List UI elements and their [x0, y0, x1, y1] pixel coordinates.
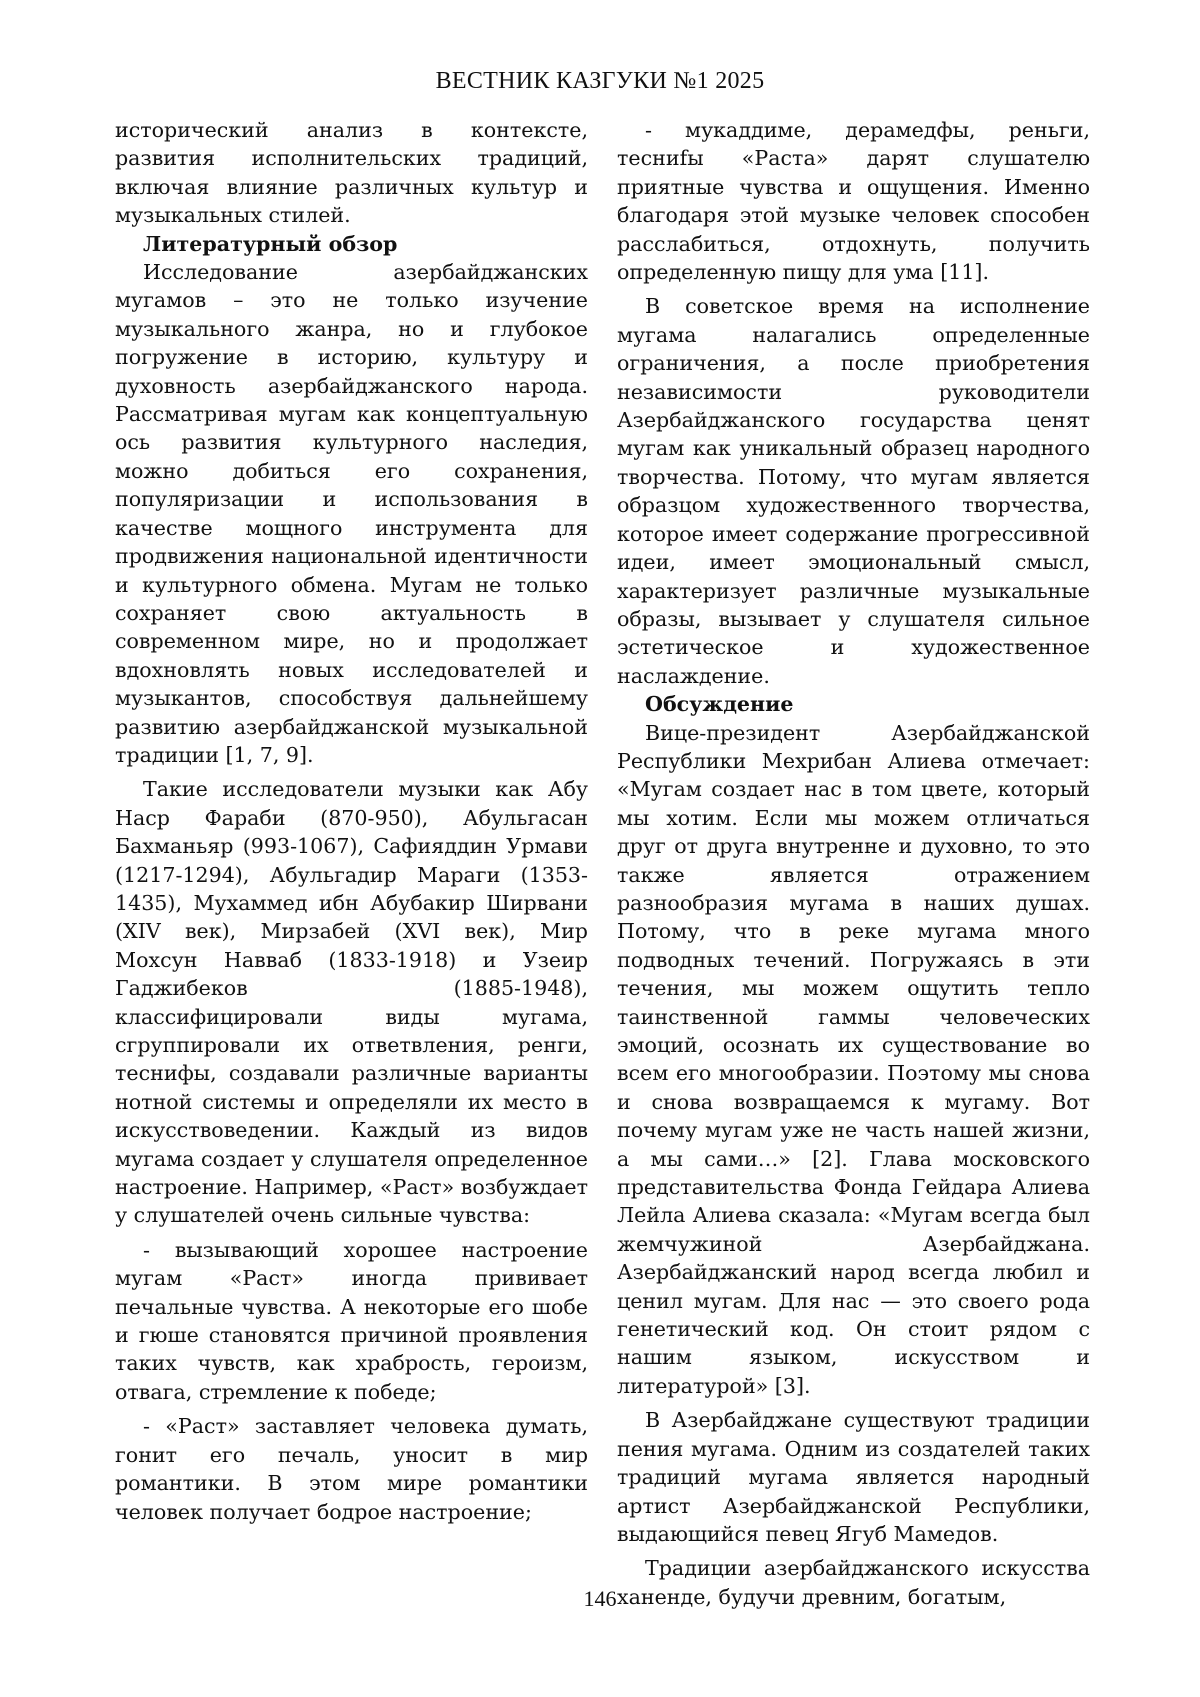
- right-column: [617, 116, 1090, 1611]
- review-paragraph: Исследование азербайджанских мугамов – это не только изучение музыкального жанра, но и глубокое погружение в историю, культуру и духовность азербайджанского народа. Рассматривая мугам как концептуальную ось развития культурного наследия, можно добиться его сохранения, популяризации и использования в качестве мощного инструмента для продвижения национальной идентичности и культурного обмена. Мугам не только сохраняет свою актуальность в современном мире, но и продолжает вдохновлять новых исследователей и музыкантов, способствуя дальнейшему развитию азербайджанской музыкальной традиции [1, 7, 9].: [115, 260, 588, 767]
- intro-paragraph: исторический анализ в контексте, развития исполнительских традиций, включая влияние различных культур и музыкальных стилей.: [115, 118, 588, 228]
- researchers-paragraph: Такие исследователи музыки как Абу Наср Фараби (870-950), Абульгасан Бахманьяр (993-1067), Сафияддин Урмави (1217-1294), Абульгадир Мараги (1353-1435), Мухаммед ибн Абубакир Ширвани (XIV век), Мирзабей (XVI век), Мир Мохсун Навваб (1833-1918) и Узеир Гаджибеков (1885-1948), классифицировали виды мугама, сгруппировали их ответвления, ренги, теснифы, создавали различные варианты нотной системы и определяли их место в искусствоведении. Каждый из видов мугама создает у слушателя определенное настроение. Например, «Раст» возбуждает у слушателей очень сильные чувства:: [115, 777, 588, 1228]
- list-item-rast-mood: - вызывающий хорошее настроение мугам «Раст» иногда прививает печальные чувства. А некоторые его шобе и гюше становятся причиной проявления таких чувств, как храбрость, героизм, отвага, стремление к победе;: [115, 1237, 588, 1404]
- page-number: 146: [583, 1586, 617, 1611]
- list-item-rast-thinking: - «Раст» заставляет человека думать, гонит его печаль, уносит в мир романтики. В этом мире романтики человек получает бодрое настроение;: [115, 1414, 588, 1524]
- soviet-era-paragraph: В советское время на исполнение мугама налагались определенные ограничения, а после приобретения независимости руководители Азербайджанского государства ценят мугам как уникальный образец народного творчества. Потому, что мугам является образцом художественного творчества, которое имеет содержание прогрессивной идеи, имеет эмоциональный смысл, характеризует различные музыкальные образы, вызывает у слушателя сильное эстетическое и художественное наслаждение.: [617, 294, 1090, 688]
- khanende-paragraph: Традиции азербайджанского искусства ханенде, будучи древним, богатым,: [617, 1556, 1090, 1609]
- left-column: [115, 116, 588, 1526]
- journal-header: ВЕСТНИК КАЗГУКИ №1 2025: [435, 68, 765, 94]
- vice-president-quote-paragraph: Вице-президент Азербайджанской Республики Мехрибан Алиева отмечает: «Мугам создает нас в том цвете, который мы хотим. Если мы можем отличаться друг от друга внутренне и духовно, то это также является отражением разнообразия мугама в наших душах. Потому, что в реке мугама много подводных течений. Погружаясь в эти течения, мы можем ощутить тепло таинственной гаммы человеческих эмоций, осознать их существование во всем его многообразии. Поэтому мы снова и снова возвращаемся к мугаму. Вот почему мугам уже не часть нашей жизни, а мы сами…» [2]. Глава московского представительства Фонда Гейдара Алиева Лейла Алиева сказала: «Мугам всегда был жемчужиной Азербайджана. Азербайджанский народ всегда любил и ценил мугам. Для нас — это своего рода генетический код. Он стоит рядом с нашим языком, искусством и литературой» [3].: [617, 720, 1090, 1398]
- section-heading-discussion: Обсуждение: [645, 692, 794, 717]
- traditions-paragraph: В Азербайджане существуют традиции пения мугама. Одним из создателей таких традиций мугама является народный артист Азербайджанской Республики, выдающийся певец Ягуб Мамедов.: [617, 1408, 1090, 1546]
- section-heading-literature-review: Литературный обзор: [143, 231, 398, 256]
- list-item-rast-feelings: - мукаддиме, дерамедфы, реньги, тесниfы «Раста» дарят слушателю приятные чувства и ощущения. Именно благодаря этой музыке человек способен расслабиться, отдохнуть, получить определенную пищу для ума [11].: [617, 118, 1090, 285]
